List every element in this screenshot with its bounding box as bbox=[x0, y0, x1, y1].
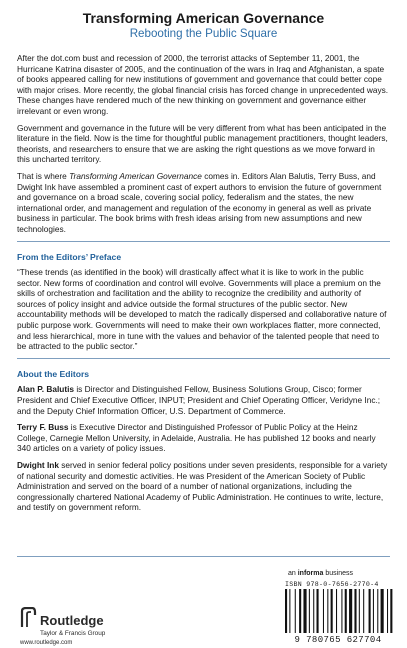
divider bbox=[17, 358, 390, 359]
book-title: Transforming American Governance bbox=[82, 10, 325, 26]
intro-prefix: That is where bbox=[17, 170, 70, 181]
divider bbox=[17, 241, 390, 242]
barcode-bar bbox=[313, 589, 314, 633]
footer bbox=[0, 556, 407, 648]
barcode-bar bbox=[387, 589, 388, 633]
bio-buss bbox=[17, 422, 390, 454]
preface-quote: “These trends (as identified in the book) will drastically affect what it is like to work in the public sector. New forms of coordination and control will evolve. Governments will place a premium on the skills of orchestration and facilitation and the ability to recognize the credibility and authority of sources of policy insight and advice outside the formal structures of the public sector. New accountability methods will be developed to match the radically dispersed and collaborative nature of public purpose work. Governments will need to make their own workplaces flatter, more connected, and less hierarchical, more in tune with the values and behavior of the talented people that need to be attracted to the public sector.” bbox=[17, 267, 387, 352]
barcode-bar bbox=[331, 589, 333, 633]
barcode-bar bbox=[377, 589, 378, 633]
description bbox=[17, 53, 390, 513]
bio-ink bbox=[17, 460, 390, 513]
barcode-bar bbox=[354, 589, 356, 633]
barcode-bar bbox=[369, 589, 371, 633]
barcode-bar bbox=[359, 589, 360, 633]
publisher-tagline: Taylor & Francis Group bbox=[40, 630, 106, 637]
barcode-digits: 9 780765 627704 bbox=[294, 635, 382, 645]
bio-name: Alan P. Balutis bbox=[17, 384, 75, 395]
bio-balutis bbox=[17, 384, 390, 416]
barcode-bar bbox=[381, 589, 384, 633]
barcode-bar bbox=[345, 589, 347, 633]
bio-text: is Director and Distinguished Fellow, Business Solutions Group, Cisco; former President and Chief Executive Officer, INPUT; President and Chief Operating Officer, Veridyne Inc.; and the Deputy Chief Information Officer, U.S. Department of Commerce. bbox=[17, 384, 381, 416]
publisher-url: www.routledge.com bbox=[20, 640, 73, 646]
bio-text: served in senior federal policy positions under seven presidents, responsible for a variety of national security and domestic activities. He was President of the American Society of Public Administration and served on the board of a number of national organizations, including the congressionally chartered National Academy of Public Administration. He continues to write, lecture, and testify on government reform. bbox=[17, 460, 388, 513]
barcode-bar bbox=[303, 589, 306, 633]
intro-suffix: comes in. Editors Alan Balutis, Terry Buss, and Dwight Ink have assembled a prominent cast of expert authors to envision the future of government and governance on a broad scale, covering social policy, federalism and the states, the new international order, and management and regulation of the economy in general as well as private business in particular. The book brims with fresh ideas arising from new assumptions and new technologies. bbox=[17, 170, 382, 234]
publisher-name: Routledge bbox=[40, 613, 104, 628]
barcode-bar bbox=[317, 589, 319, 633]
bio-name: Terry F. Buss bbox=[17, 422, 69, 433]
barcode-bar bbox=[295, 589, 296, 633]
bio-text: is Executive Director and Distinguished Professor of Public Policy at the Heinz College, Carnegie Mellon University, in Adelaide, Australia. He has published 12 books and nearly 340 articles on a variety of policy issues. bbox=[17, 422, 376, 454]
barcode-bar bbox=[349, 589, 352, 633]
book-subtitle: Rebooting the Public Square bbox=[129, 27, 278, 40]
barcode-bar bbox=[323, 589, 324, 633]
isbn: ISBN 978-0-7656-2770-4 bbox=[285, 581, 379, 588]
barcode-bar bbox=[289, 589, 290, 633]
bio-name: Dwight Ink bbox=[17, 460, 59, 470]
barcode-bar bbox=[327, 589, 328, 633]
barcode-bar bbox=[336, 589, 337, 633]
footer-divider bbox=[17, 556, 390, 557]
editors-heading: About the Editors bbox=[17, 368, 90, 379]
paragraph-1: After the dot.com bust and recession of 2000, the terrorist attacks of September 11, 2001, the Hurricane Katrina disaster of 2005, and the continuation of the wars in Iraq and Afghanistan, a spate of books appeared calling for new institutions of government and governance that could better cope with major crises. More recently, the global financial crisis has forced change in unprecedented ways. These changes have rendered much of the new thinking on government and governance either irrelevant or even wrong. bbox=[17, 53, 389, 116]
paragraph-2: Government and governance in the future will be very different from what has been anticipated in the literature in the field. Now is the time for thoughtful public management practitioners, thought leaders, theorists, and researchers to ensure that we are asking the right questions as we move forward in this uncharted territory. bbox=[17, 122, 388, 165]
barcode-bar bbox=[390, 589, 392, 633]
intro-book-title: Transforming American Governance bbox=[69, 170, 202, 181]
barcode-icon bbox=[285, 589, 395, 633]
barcode-bar bbox=[309, 589, 310, 633]
paragraph-3 bbox=[17, 171, 390, 235]
preface-heading: From the Editors’ Preface bbox=[17, 251, 122, 262]
barcode-bar bbox=[285, 589, 287, 633]
informa-business: an informa business bbox=[288, 570, 353, 577]
barcode-bar bbox=[341, 589, 342, 633]
barcode-bar bbox=[363, 589, 364, 633]
barcode-bar bbox=[373, 589, 374, 633]
barcode-bar bbox=[299, 589, 301, 633]
